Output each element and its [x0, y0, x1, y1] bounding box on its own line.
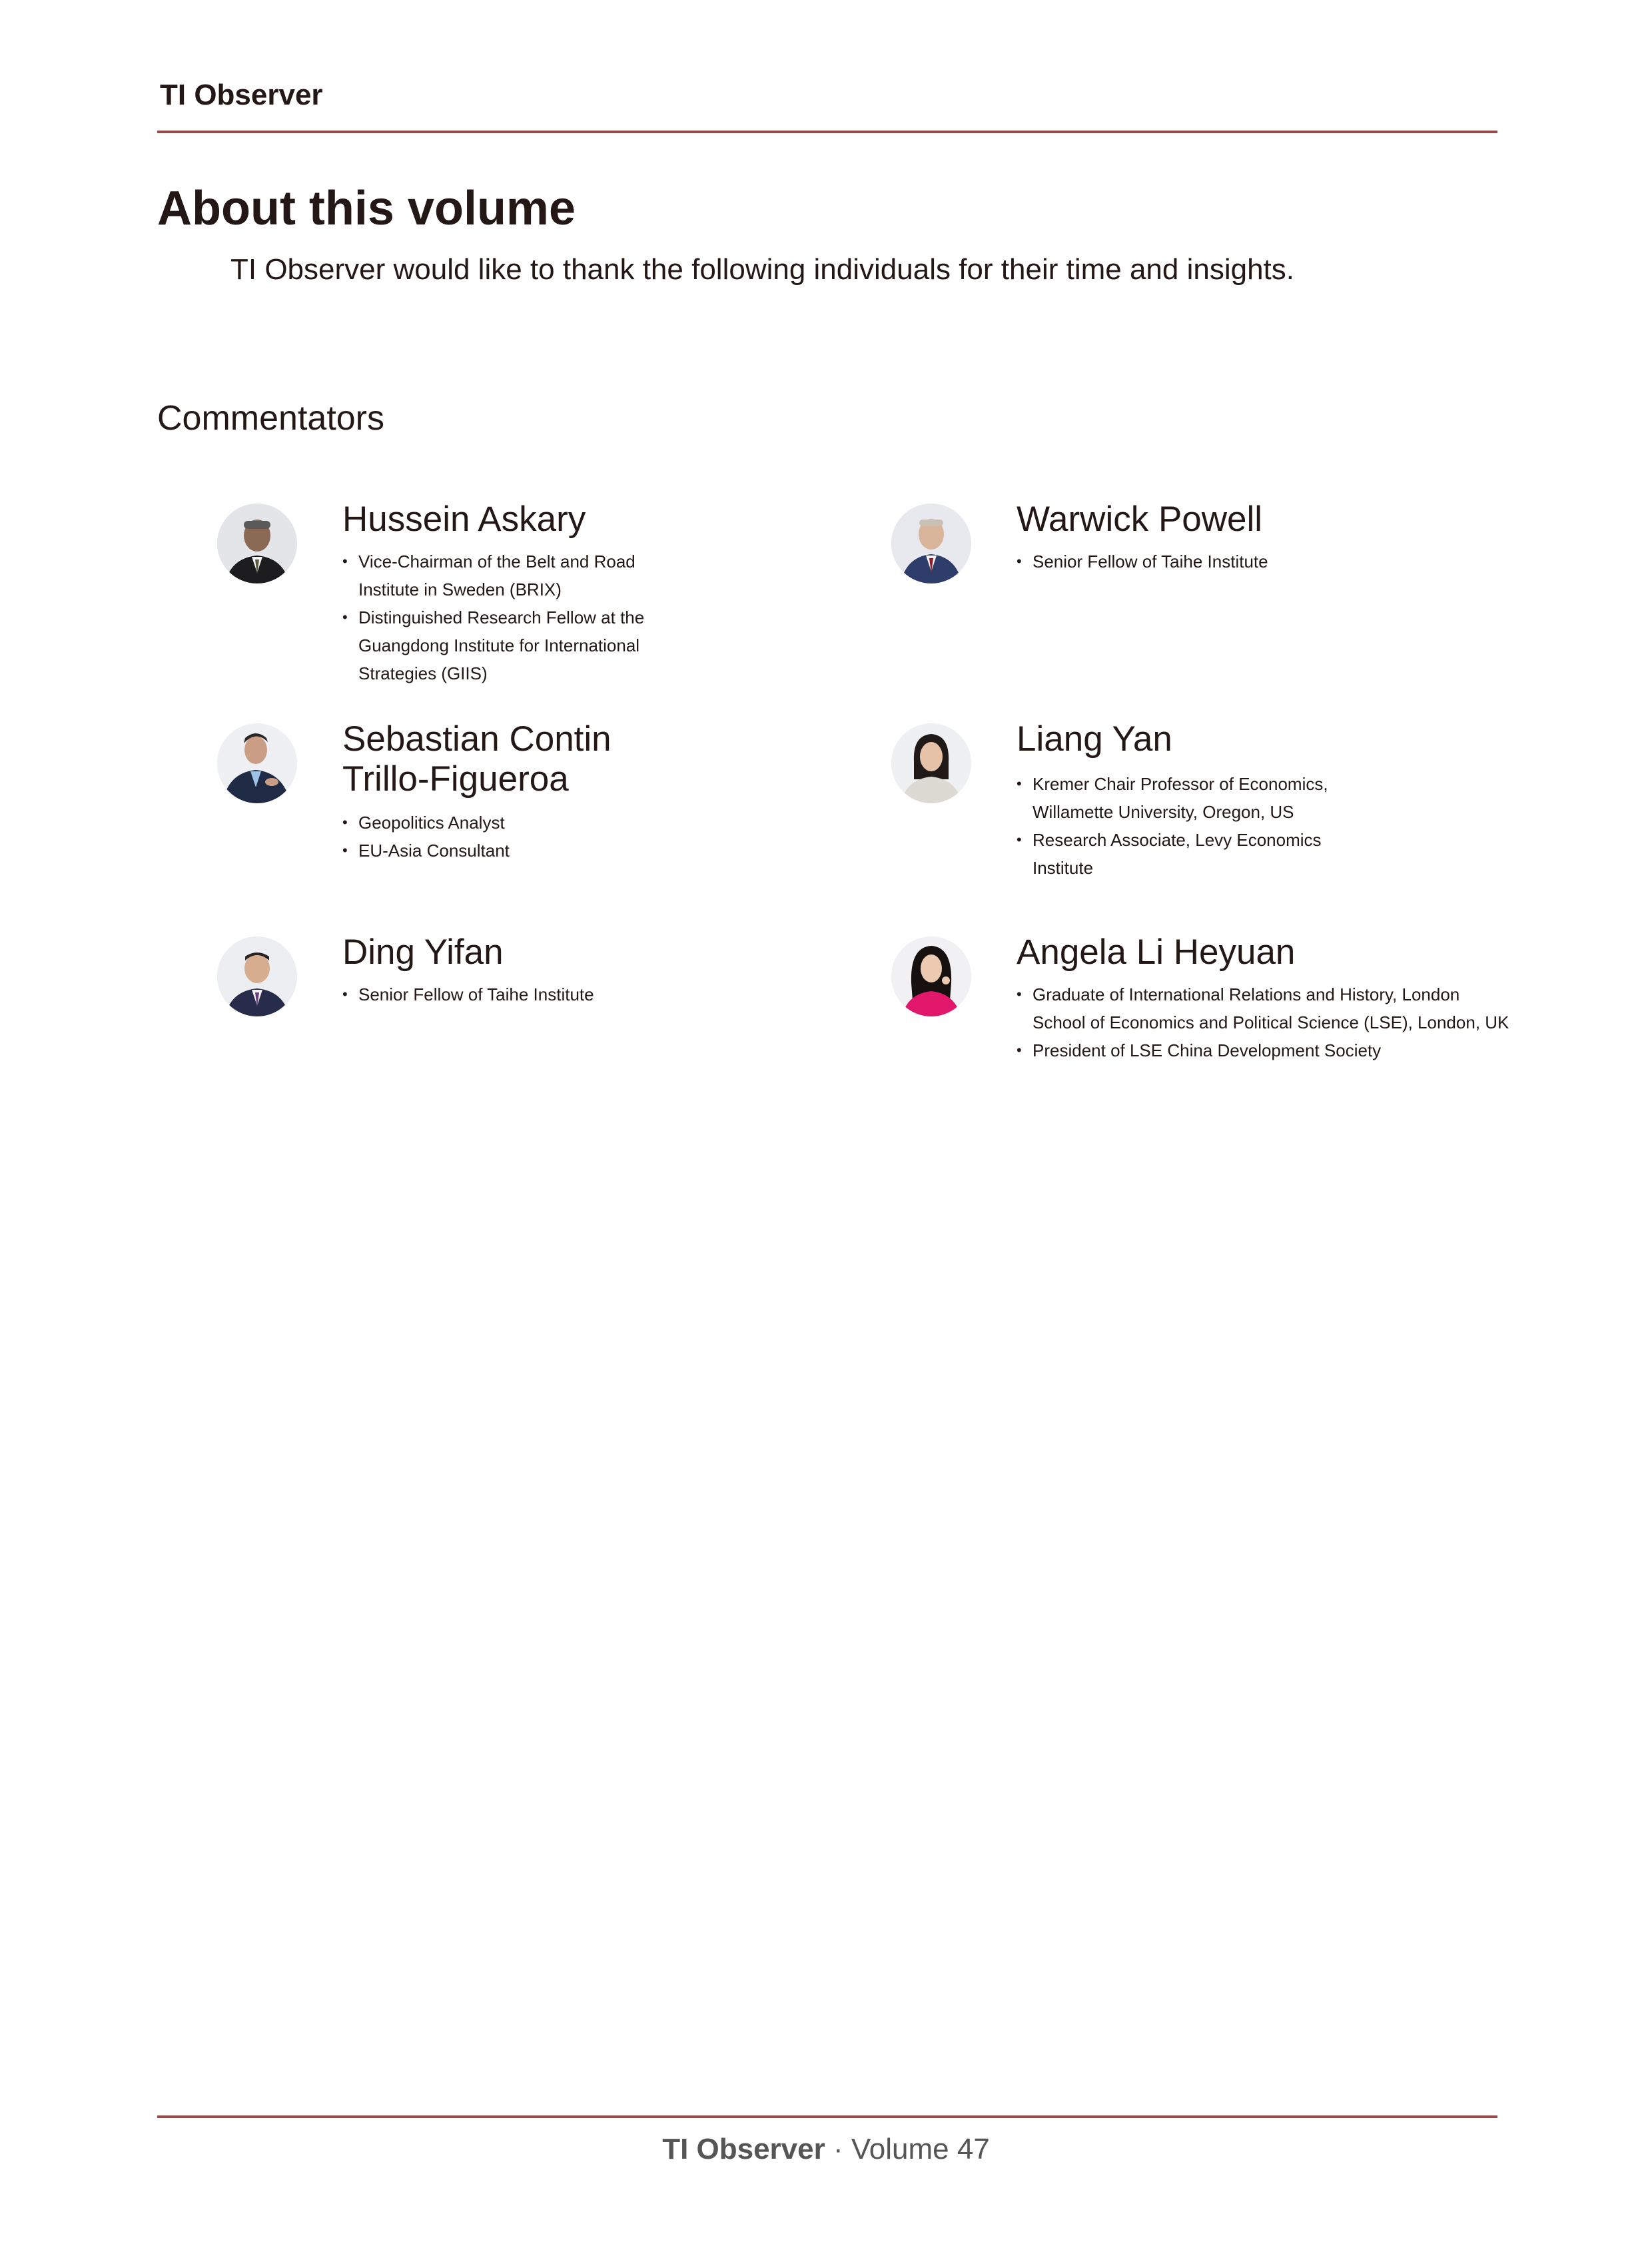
- role-line: • Geopolitics Analyst: [342, 809, 505, 837]
- header-divider: [157, 131, 1497, 133]
- role-line: • Distinguished Research Fellow at the: [342, 603, 644, 631]
- commentator-name: Warwick Powell: [1017, 500, 1263, 539]
- portrait-icon: [891, 504, 971, 583]
- commentator-name: Ding Yifan: [342, 933, 504, 972]
- role-line: • Graduate of International Relations and History, London: [1017, 980, 1459, 1008]
- role-line: Strategies (GIIS): [358, 663, 488, 683]
- avatar: [891, 723, 971, 803]
- footer-brand: TI Observer: [662, 2133, 825, 2165]
- role-line: Institute in Sweden (BRIX): [358, 579, 562, 599]
- role-line: • Senior Fellow of Taihe Institute: [1017, 548, 1268, 575]
- role-line: • Senior Fellow of Taihe Institute: [342, 980, 594, 1008]
- role-line: • Research Associate, Levy Economics: [1017, 826, 1322, 854]
- role-line: • Kremer Chair Professor of Economics,: [1017, 770, 1328, 798]
- portrait-icon: [217, 723, 297, 803]
- commentator-name-line: Trillo-Figueroa: [342, 759, 569, 799]
- avatar: [891, 504, 971, 583]
- footer-volume: Volume 47: [851, 2133, 990, 2165]
- portrait-icon: [891, 936, 971, 1016]
- intro-text: TI Observer would like to thank the following individuals for their time and insights.: [230, 253, 1294, 286]
- footer-divider: [157, 2115, 1497, 2118]
- role-line: Institute: [1032, 858, 1094, 878]
- commentator-name: Liang Yan: [1017, 719, 1172, 759]
- role-line: • Vice-Chairman of the Belt and Road: [342, 548, 635, 575]
- role-line: School of Economics and Political Science (LSE), London, UK: [1032, 1012, 1509, 1032]
- role-line: • EU-Asia Consultant: [342, 837, 510, 865]
- portrait-icon: [891, 723, 971, 803]
- avatar: [217, 936, 297, 1016]
- role-line: Guangdong Institute for International: [358, 635, 640, 655]
- commentator-name: [342, 719, 849, 799]
- commentator-name: Hussein Askary: [342, 500, 586, 539]
- role-line: • President of LSE China Development Society: [1017, 1036, 1381, 1064]
- portrait-icon: [217, 936, 297, 1016]
- avatar: [217, 504, 297, 583]
- portrait-icon: [217, 504, 297, 583]
- footer-separator: ·: [825, 2133, 851, 2165]
- header-title: TI Observer: [160, 79, 323, 111]
- footer-text: [0, 2133, 1652, 2166]
- avatar: [891, 936, 971, 1016]
- commentator-name: Angela Li Heyuan: [1017, 933, 1296, 972]
- avatar: [217, 723, 297, 803]
- commentator-name-line: Sebastian Contin: [342, 719, 612, 759]
- section-heading: Commentators: [157, 399, 384, 438]
- role-line: Willamette University, Oregon, US: [1032, 802, 1294, 822]
- page-title: About this volume: [157, 182, 576, 235]
